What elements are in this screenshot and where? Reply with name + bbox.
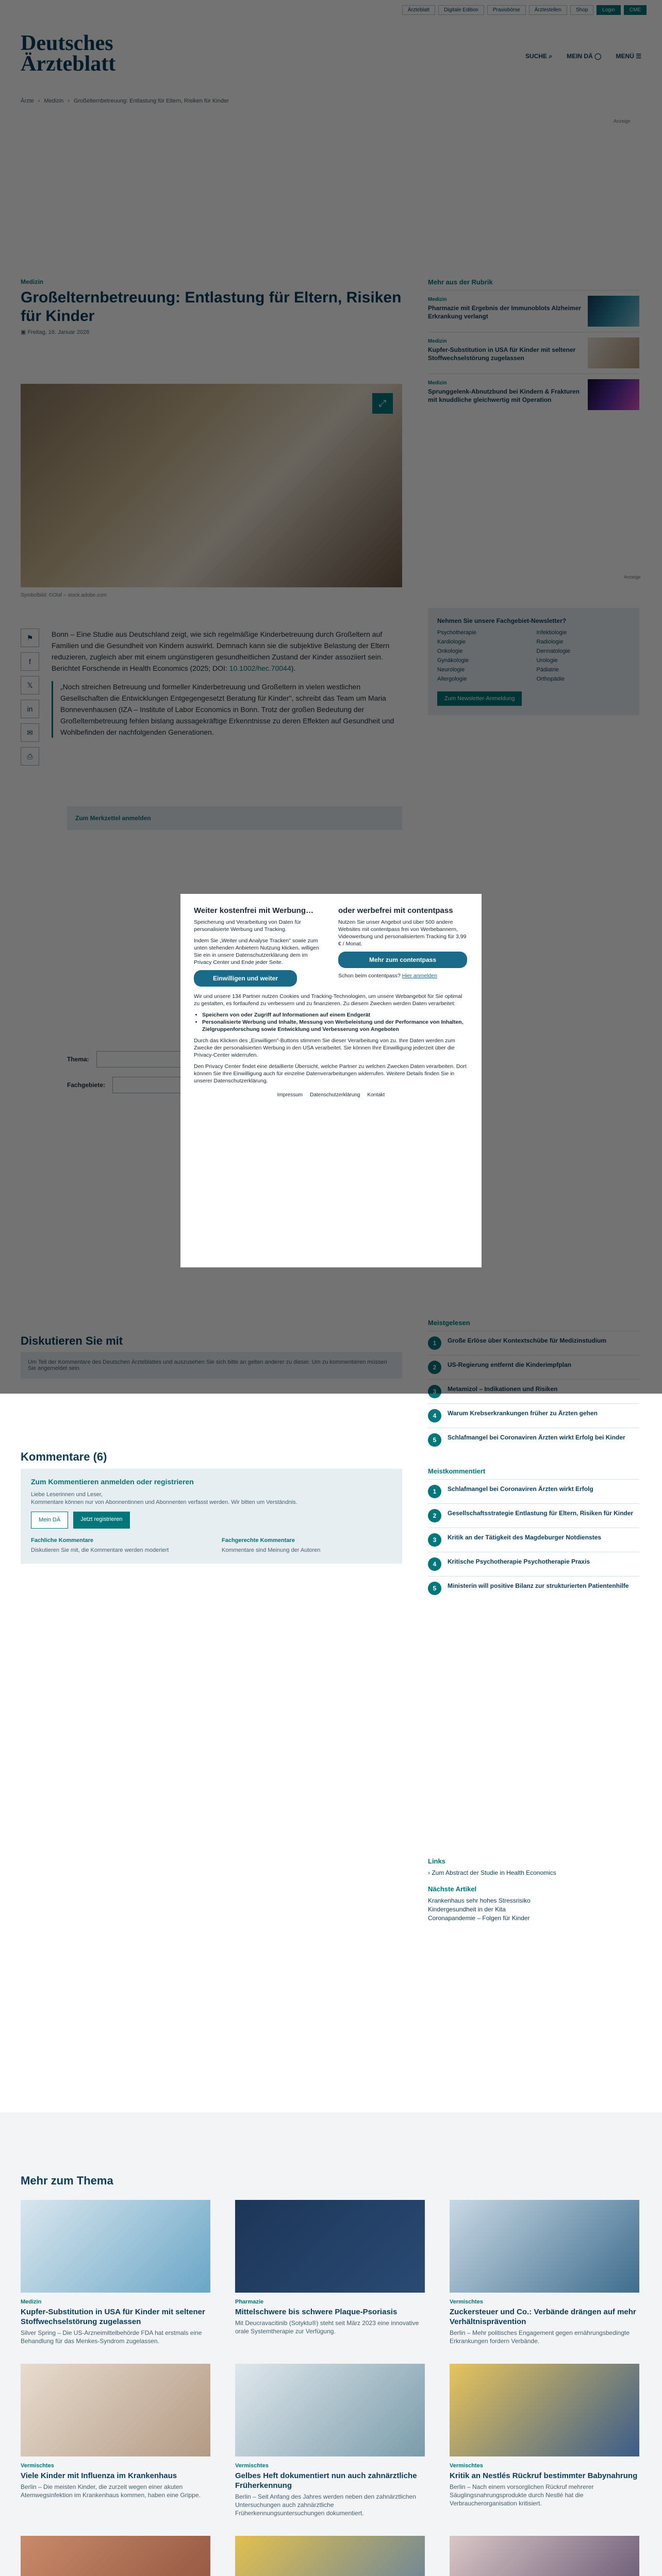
related-article-kicker: Vermischtes [21, 2463, 54, 2469]
consent-privacy: Den Privacy Center findet eine detaillierte Übersicht, welche Partner zu welchen Zwecken Daten verarbeiten. Dort können Sie Ihre Einwilligung auch für einzelne Datenverarbeitungen widerrufen. Weitere Details finden Sie in unserer Datenschutzerklärung. [194, 1063, 467, 1084]
related-article-kicker: Vermischtes [450, 2299, 483, 2305]
related-article-image [450, 2536, 639, 2576]
next-articles-title: Nächste Artikel [428, 1885, 477, 1893]
related-article-card[interactable] [235, 2364, 425, 2517]
benefit-title: Fachliche Kommentare [31, 1537, 94, 1544]
meistgelesen-item-title: Warum Krebserkrankungen früher zu Ärzten gehen [448, 1410, 598, 1417]
consent-footer [194, 1092, 468, 1099]
related-article-title: Mittelschwere bis schwere Plaque-Psoriasis [235, 2308, 398, 2316]
consent-right [338, 906, 468, 987]
related-article-card[interactable] [21, 2364, 210, 2517]
mehr-zum-thema-title: Mehr zum Thema [21, 2174, 113, 2187]
related-article-card[interactable] [235, 2200, 425, 2345]
consent-right-title: oder werbefrei mit contentpass [338, 906, 453, 915]
rank-badge: 4 [428, 1409, 441, 1422]
rank-badge: 3 [428, 1533, 441, 1547]
comment-benefits [31, 1537, 392, 1554]
related-article-title: Zuckersteuer und Co.: Verbände drängen auf mehr Verhältnisprävention [450, 2308, 636, 2326]
study-link[interactable]: › Zum Abstract der Studie in Health Economics [428, 1869, 556, 1876]
related-article-kicker: Vermischtes [450, 2463, 483, 2469]
consent-purpose: • Speichern von oder Zugriff auf Informationen auf einem Endgerät [202, 1011, 468, 1019]
consent-left [194, 906, 324, 987]
related-article-image [450, 2200, 639, 2293]
related-article-card[interactable] [21, 2536, 210, 2576]
benefit-title: Fachgerechte Kommentare [222, 1537, 295, 1544]
comment-login-title: Zum Kommentieren anmelden oder registrieren [31, 1478, 194, 1486]
meistkommentiert-item-title: Kritik an der Tätigkeit des Magdeburger Notdienstes [448, 1534, 602, 1541]
related-article-card[interactable] [450, 2200, 639, 2345]
meistkommentiert-item-title: Kritische Psychotherapie Psychotherapie Praxis [448, 1558, 590, 1565]
related-article-teaser: Berlin – Mehr politisches Engagement gegen ernährungsbedingte Erkrankungen fordern Verbände. [450, 2329, 630, 2345]
consent-right-text: Nutzen Sie unser Angebot und über 500 andere Websites mit contentpass frei von Werbebannern, Videowerbung und personalisiertem Tracking für 3,99 € / Monat. [338, 919, 467, 947]
related-article-card[interactable] [450, 2364, 639, 2517]
comment-login-box [21, 1469, 402, 1564]
next-article-link[interactable]: Kindergesundheit in der Kita [428, 1906, 506, 1913]
rank-badge: 4 [428, 1557, 441, 1571]
rank-badge: 2 [428, 1509, 441, 1522]
related-article-image [235, 2200, 425, 2293]
benefit-text: Kommentare sind Meinung der Autoren [222, 1547, 321, 1553]
study-link-text: Zum Abstract der Studie in Health Economics [432, 1869, 556, 1876]
meistkommentiert-item[interactable] [428, 1503, 639, 1528]
related-article-card[interactable] [235, 2536, 425, 2576]
related-article-kicker: Vermischtes [235, 2463, 269, 2469]
consent-left-title: Weiter kostenfrei mit Werbung… [194, 906, 313, 915]
related-article-title: Kritik an Nestlés Rückruf bestimmter Babynahrung [450, 2471, 638, 2480]
rank-badge: 5 [428, 1582, 441, 1595]
related-article-image [235, 2364, 425, 2456]
contentpass-login-link[interactable]: Hier anmelden [402, 973, 438, 979]
comments-section [21, 1450, 402, 1564]
benefit-item [31, 1537, 201, 1554]
related-article-image [450, 2364, 639, 2456]
benefit-text: Diskutieren Sie mit, die Kommentare werden moderiert [31, 1547, 169, 1553]
consent-purpose: • Personalisierte Werbung und Inhalte, Messung von Werbeleistung und der Performance von Inhalten, Zielgruppenforschung sowie Entwicklung und Verbesserung von Angeboten [202, 1019, 468, 1033]
related-article-teaser: Berlin – Nach einem vorsorglichen Rückruf mehrerer Säuglingsnahrungsprodukte durch Nestlé hat die Verbraucherorganisation kritisiert. [450, 2483, 594, 2507]
related-article-title: Gelbes Heft dokumentiert nun auch zahnärztliche Früherkennung [235, 2471, 417, 2490]
mein-dae-login-button[interactable]: Mein DÄ [31, 1512, 68, 1529]
consent-details: Durch das Klicken des „Einwilligen"-Buttons stimmen Sie dieser Verarbeitung von zu. Ihre Daten werden zum Zwecke der personalisierten Werbung in den USA verarbeitet. Sie können Ihre Einwilligung jederzeit über die Privacy-Center widerrufen. [194, 1038, 455, 1058]
consent-left-sub: Indem Sie „Weiter und Analyse Tracken" sowie zum unten stehenden Anbietern Nutzung klicken, willigen Sie ein in unsere Datenschutzerklärung dem im Privacy Center und Ende jeder Seite. [194, 938, 319, 965]
consent-description: Wir und unsere 134 Partner nutzen Cookies und Tracking-Technologien, um unsere Webangebot für Sie optimal zu gestalten, es fortlaufend zu verbessern und zu finanzieren. Zu diesem Zwecken werden Daten verarbeitet: [194, 993, 462, 1007]
comment-login-greeting: Liebe Leserinnen und Leser, [31, 1492, 103, 1498]
related-articles-grid [21, 2200, 639, 2576]
meistkommentiert-item-title: Schlafmangel bei Coronaviren Ärzten wirkt Erfolg [448, 1485, 593, 1493]
meistkommentiert-item[interactable] [428, 1552, 639, 1576]
related-article-title: Kupfer-Substitution in USA für Kinder mit seltener Stoffwechselstörung zugelassen [21, 2308, 205, 2326]
datenschutz-link[interactable]: Datenschutzerklärung [310, 1092, 360, 1098]
meistkommentiert-item[interactable] [428, 1528, 639, 1552]
related-article-card[interactable] [450, 2536, 639, 2576]
related-article-image [21, 2364, 210, 2456]
related-article-kicker: Pharmazie [235, 2299, 264, 2305]
related-article-title: Viele Kinder mit Influenza im Krankenhaus [21, 2471, 177, 2480]
meistkommentiert-list [428, 1479, 639, 1600]
meistkommentiert-item-title: Ministerin will positive Bilanz zur strukturierten Patientenhilfe [448, 1582, 629, 1589]
kontakt-link[interactable]: Kontakt [367, 1092, 385, 1098]
related-article-teaser: Berlin – Die meisten Kinder, die zurzeit wegen einer akuten Atemwegsinfektion im Krankenhaus kommen, haben eine Grippe. [21, 2483, 201, 2499]
comments-title: Kommentare (6) [21, 1450, 107, 1463]
meistgelesen-item-title: Schlafmangel bei Coronaviren Ärzten wirkt Erfolg bei Kinder [448, 1434, 625, 1441]
mehr-zum-thema-section [0, 2112, 662, 2576]
links-title: Links [428, 1857, 445, 1865]
links-box [428, 1850, 639, 1923]
accept-button[interactable]: Einwilligen und weiter [194, 970, 297, 987]
consent-left-text: Speicherung und Verarbeitung von Daten für personalisierte Werbung und Tracking. [194, 919, 301, 933]
rank-badge: 5 [428, 1433, 441, 1447]
related-article-image [21, 2200, 210, 2293]
meistgelesen-item[interactable] [428, 1403, 639, 1428]
related-article-card[interactable] [21, 2200, 210, 2345]
contentpass-button[interactable]: Mehr zum contentpass [338, 952, 467, 968]
next-article-link[interactable]: Krankenhaus sehr hohes Stressrisiko [428, 1897, 531, 1904]
meistkommentiert-item-title: Gesellschaftsstrategie Entlastung für Eltern, Risiken für Kinder [448, 1510, 634, 1517]
rank-badge: 1 [428, 1485, 441, 1498]
meistgelesen-item[interactable] [428, 1428, 639, 1452]
related-article-teaser: Mit Deucravacitinib (Sotyktu®) steht seit März 2023 eine innovative orale Systemtherapie zur Verfügung. [235, 2319, 419, 2335]
comment-login-buttons [31, 1512, 392, 1529]
register-button[interactable]: Jetzt registrieren [73, 1512, 129, 1529]
benefit-item [222, 1537, 392, 1554]
consent-columns [194, 906, 468, 987]
contentpass-login-label: Schon beim contentpass? [338, 973, 401, 979]
related-article-image [235, 2536, 425, 2576]
related-article-teaser: Silver Spring – Die US-Arzneimittelbehörde FDA hat erstmals eine Behandlung für das Menkes-Syndrom zugelassen. [21, 2329, 202, 2345]
meistkommentiert-title: Meistkommentiert [428, 1467, 486, 1475]
comment-login-text: Kommentare können nur von Abonnentinnen und Abonnenten verfasst werden. Wir bitten um Verständnis. [31, 1499, 297, 1505]
related-article-kicker: Medizin [21, 2299, 42, 2305]
impressum-link[interactable]: Impressum [277, 1092, 303, 1098]
next-article-link[interactable]: Coronapandemie – Folgen für Kinder [428, 1914, 530, 1922]
consent-purposes [202, 1011, 468, 1033]
related-article-image [21, 2536, 210, 2576]
related-article-teaser: Berlin – Seit Anfang des Jahres werden neben den zahnärztlichen Untersuchungen auch zahnärztliche Früherkennungsuntersuchungen dokumentiert. [235, 2493, 416, 2517]
contentpass-login-row [338, 972, 468, 979]
consent-modal [180, 894, 482, 1267]
meistkommentiert-item[interactable] [428, 1479, 639, 1503]
meistkommentiert-item[interactable] [428, 1576, 639, 1600]
